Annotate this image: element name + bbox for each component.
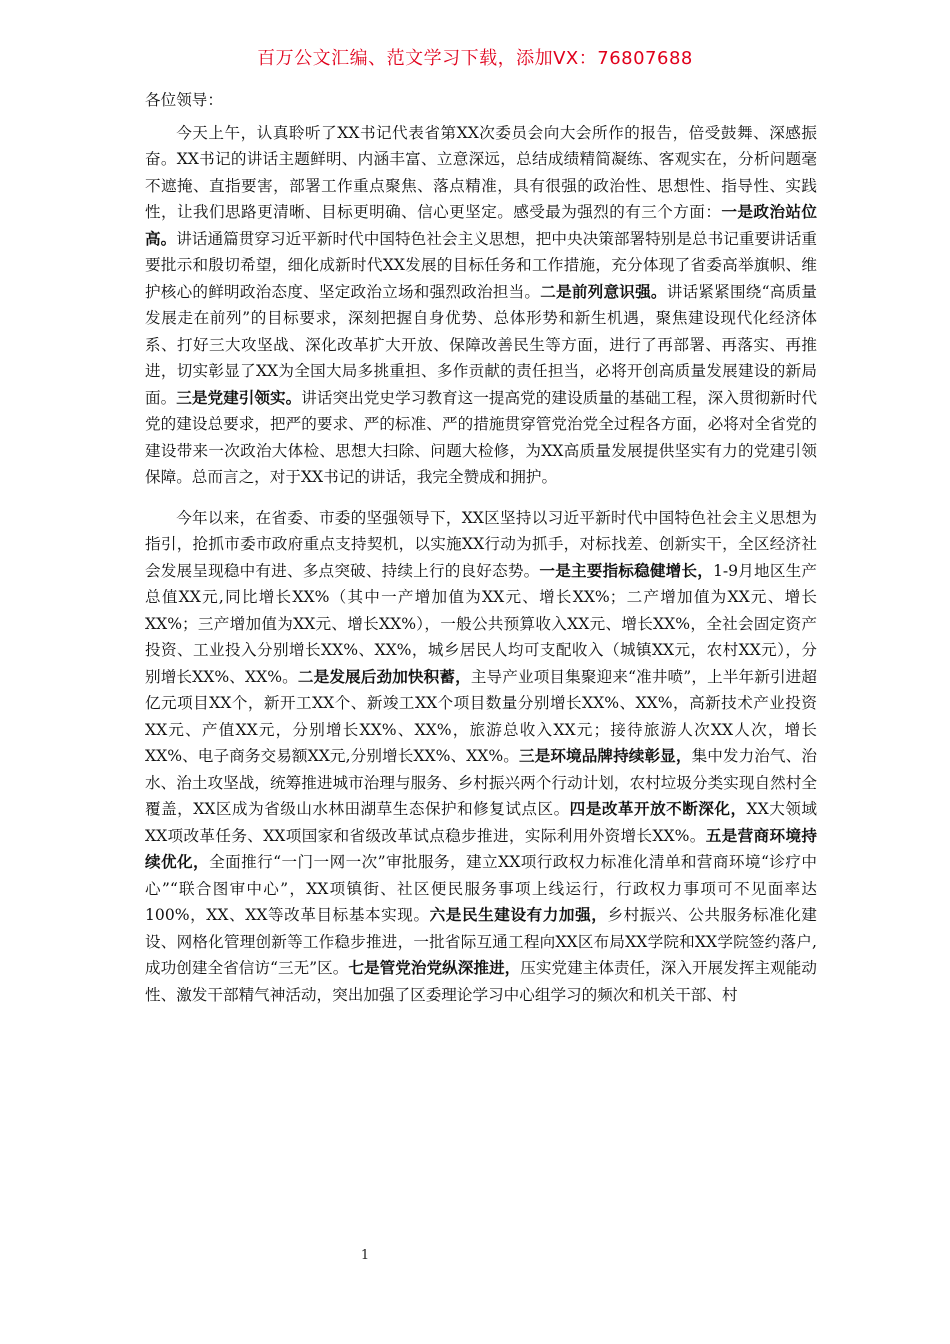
paragraph-1 — [145, 120, 817, 491]
text-run: XX大领域XX项改革任务、XX项国家和省级改革试点稳步推进，实际利用外资增长XX%。 — [145, 800, 817, 845]
text-run: 主导产业项目集聚迎来“准井喷”，上半年新引进超亿元项目XX个，新开工XX个、新竣工XX个项目数量分别增长XX%、XX%，高新技术产业投资XX元、产值XX元，分别增长XX%、XX%，旅游总收入XX元；接待旅游人次XX人次，增长XX%、电子商务交易额XX元,分别增长XX%、XX%。 — [145, 667, 817, 765]
key-point: 七是管党治党纵深推进， — [348, 959, 521, 977]
key-point: 四是改革开放不断深化， — [569, 800, 747, 818]
key-point: 三是党建引领实。 — [176, 388, 302, 407]
salutation: 各位领导： — [145, 91, 223, 109]
text-run: 讲话紧紧围绕“高质量发展走在前列”的目标要求，深刻把握自身优势、总体形势和新生机遇，聚焦建设现代化经济体系、打好三大攻坚战、深化改革扩大开放、保障改善民生等方面，进行了再部署、再落实、再推进，切实彰显了XX为全国大局多挑重担、多作贡献的责任担当，必将开创高质量发展建设的新局面。 — [145, 282, 817, 407]
text-run: 1-9月地区生产总值XX元,同比增长XX%（其中一产增加值为XX元、增长XX%；二产增加值为XX元、增长XX%；三产增加值为XX元、增长XX%），一般公共预算收入XX元、增长XX%，全社会固定资产投资、工业投入分别增长XX%、XX%，城乡居民人均可支配收入（城镇XX元，农村XX元），分别增长XX%、XX%。 — [145, 561, 817, 686]
key-point: 五是营商环境持续优化， — [145, 826, 817, 871]
text-run: 讲话通篇贯穿习近平新时代中国特色社会主义思想，把中央决策部署特别是总书记重要讲话重要批示和殷切希望，细化成新时代XX发展的目标任务和工作措施，充分体现了省委高举旗帜、维护核心的鲜明政治态度、坚定政治立场和强烈政治担当。 — [145, 229, 817, 301]
key-point: 二是前列意识强。 — [540, 282, 667, 301]
text-run: 今年以来，在省委、市委的坚强领导下，XX区坚持以习近平新时代中国特色社会主义思想为指引，抢抓市委市政府重点支持契机，以实施XX行动为抓手，对标找差、创新实干，全区经济社会发展呈现稳中有进、多点突破、持续上行的良好态势。 — [145, 508, 817, 580]
document-body — [145, 87, 817, 1008]
text-run: 全面推行“一门一网一次”审批服务，建立XX项行政权力标准化清单和营商环境“诊疗中心”“联合图审中心”，XX项镇街、社区便民服务事项上线运行，行政权力事项可不见面率达100%，XX、XX等改革目标基本实现。 — [145, 853, 817, 924]
text-run: 今天上午，认真聆听了XX书记代表省第XX次委员会向大会所作的报告，倍受鼓舞、深感振奋。XX书记的讲话主题鲜明、内涵丰富、立意深远，总结成绩精简凝练、客观实在，分析问题毫不遮掩、直指要害，部署工作重点聚焦、落点精准，具有很强的政治性、思想性、指导性、实践性，让我们思路更清晰、目标更明确、信心更坚定。感受最为强烈的有三个方面： — [145, 123, 817, 221]
text-run: 集中发力治气、治水、治土攻坚战，统筹推进城市治理与服务、乡村振兴两个行动计划，农村垃圾分类实现自然村全覆盖，XX区成为省级山水林田湖草生态保护和修复试点区。 — [145, 747, 817, 818]
text-run: 讲话突出党史学习教育这一提高党的建设质量的基础工程，深入贯彻新时代党的建设总要求，把严的要求、严的标准、严的措施贯穿管党治党全过程各方面，必将对全省党的建设带来一次政治大体检、思想大扫除、问题大检修，为XX高质量发展提供坚实有力的党建引领保障。总而言之，对于XX书记的讲话，我完全赞成和拥护。 — [145, 388, 817, 486]
key-point: 二是发展后劲加快积蓄， — [297, 667, 471, 686]
paragraph-2 — [145, 505, 817, 1009]
key-point: 一是政治站位高。 — [145, 203, 817, 248]
key-point: 六是民生建设有力加强， — [429, 906, 608, 924]
promo-banner: 百万公文汇编、范文学习下载，添加VX：76807688 — [257, 48, 693, 69]
text-run: 乡村振兴、公共服务标准化建设、网格化管理创新等工作稳步推进，一批省际互通工程向XX区布局XX学院和XX学院签约落户,成功创建全省信访“三无”区。 — [145, 906, 817, 977]
text-run: 压实党建主体责任，深入开展发挥主观能动性、激发干部精气神活动，突出加强了区委理论学习中心组学习的频次和机关干部、村 — [145, 959, 817, 1004]
key-point: 一是主要指标稳健增长， — [539, 561, 713, 580]
key-point: 三是环境品牌持续彰显， — [519, 747, 692, 765]
page-number: 1 — [360, 1248, 370, 1263]
